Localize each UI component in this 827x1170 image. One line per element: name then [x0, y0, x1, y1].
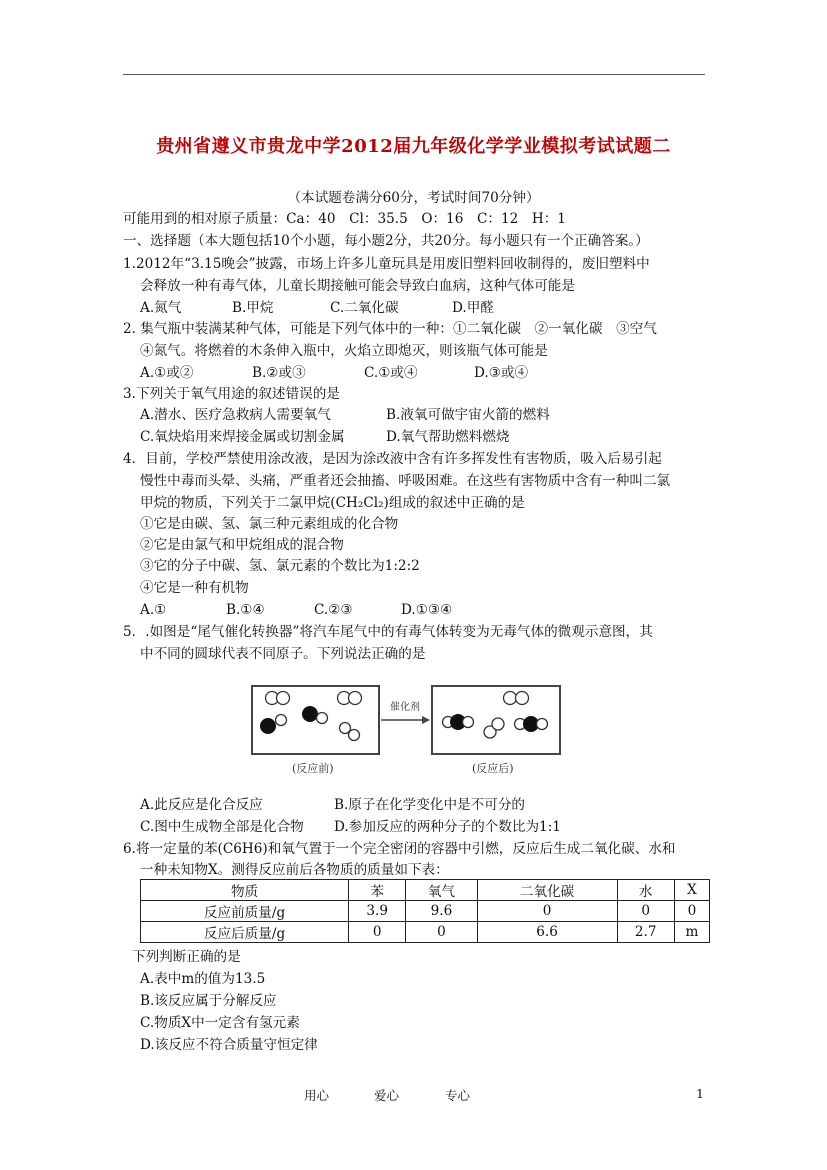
q6-option-b[interactable]: B.该反应属于分解反应: [140, 993, 277, 1009]
q6-option-a[interactable]: A.表中m的值为13.5: [140, 971, 266, 987]
table-cell: 0: [406, 922, 477, 943]
q4-item-2: ②它是由氯气和甲烷组成的混合物: [140, 537, 344, 553]
table-row: [141, 922, 710, 943]
footer-text-2: 爱心: [374, 1088, 400, 1103]
q1-option-b[interactable]: B.甲烷: [232, 300, 274, 316]
table-header-row: [141, 880, 710, 901]
q1-option-d[interactable]: D.甲醛: [452, 300, 494, 316]
q5-line2: 中不同的圆球代表不同原子。下列说法正确的是: [140, 646, 426, 662]
q3-line1: 3.下列关于氧气用途的叙述错误的是: [123, 386, 340, 402]
table-header-cell: X: [674, 880, 709, 901]
q1-option-a[interactable]: A.氮气: [140, 300, 182, 316]
page-number: 1: [696, 1086, 704, 1101]
table-cell: 3.9: [349, 901, 406, 922]
q5-line1: 5．.如图是“尾气催化转换器”将汽车尾气中的有毒气体转变为无毒气体的微观示意图，其: [123, 624, 653, 640]
q4-option-b[interactable]: B.①④: [226, 602, 265, 618]
after-label: (反应后): [472, 762, 514, 775]
arrow-head-icon: [422, 716, 430, 724]
atom: [349, 692, 362, 705]
atom: [302, 706, 318, 722]
table-header-cell: 二氧化碳: [477, 880, 617, 901]
q4-item-1: ①它是由碳、氢、氯三种元素组成的化合物: [140, 516, 399, 532]
atom: [349, 730, 360, 741]
q2-option-c[interactable]: C.①或④: [364, 365, 418, 381]
q6-line1: 6.将一定量的苯(C6H6)和氧气置于一个完全密闭的容器中引燃，反应后生成二氧化碳、水和: [123, 841, 676, 857]
q1-line2: 会释放一种有毒气体，儿童长期接触可能会导致白血病，这种气体可能是: [140, 278, 575, 294]
section-heading: 一、选择题（本大题包括10个小题，每小题2分，共20分。每小题只有一个正确答案。）: [123, 233, 649, 249]
table-cell: 反应后质量/g: [141, 922, 349, 943]
header-rule: [123, 74, 705, 75]
atom: [276, 715, 287, 726]
table-cell: 9.6: [406, 901, 477, 922]
q6-option-c[interactable]: C.物质X中一定含有氢元素: [140, 1015, 300, 1031]
q6-judge: 下列判断正确的是: [132, 949, 241, 965]
q3-option-c[interactable]: C.氧炔焰用来焊接金属或切割金属: [140, 429, 345, 445]
q2-option-d[interactable]: D.③或④: [474, 365, 529, 381]
q1-line1: 1.2012年“3.15晚会”披露，市场上许多儿童玩具是用废旧塑料回收制得的，废旧塑料中: [123, 256, 650, 272]
table-cell: 6.6: [477, 922, 617, 943]
table-cell: 0: [349, 922, 406, 943]
q5-option-d[interactable]: D.参加反应的两种分子的个数比为1:1: [334, 819, 561, 835]
q2-option-a[interactable]: A.①或②: [140, 365, 194, 381]
q4-option-c[interactable]: C.②③: [314, 602, 353, 618]
page-title: 贵州省遵义市贵龙中学2012届九年级化学学业模拟考试试题二: [156, 136, 671, 157]
atom: [504, 692, 517, 705]
before-label: (反应前): [292, 762, 334, 775]
atom: [537, 719, 548, 730]
q4-line1: 4．目前，学校严禁使用涂改液，是因为涂改液中含有许多挥发性有害物质，吸入后易引起: [123, 451, 662, 467]
q4-line3: 甲烷的物质，下列关于二氯甲烷(CH₂Cl₂)组成的叙述中正确的是: [140, 495, 525, 511]
table-header-cell: 苯: [349, 880, 406, 901]
q6-line2: 一种未知物X。测得反应前后各物质的质量如下表：: [140, 862, 449, 878]
table-row: [141, 901, 710, 922]
atom: [317, 713, 328, 724]
table-header-cell: 水: [617, 880, 674, 901]
table-cell: 2.7: [617, 922, 674, 943]
q5-option-b[interactable]: B.原子在化学变化中是不可分的: [334, 797, 526, 813]
reaction-diagram-svg: [250, 684, 568, 776]
q4-option-a[interactable]: A.①: [140, 602, 167, 618]
q3-option-d[interactable]: D.氧气帮助燃料燃烧: [386, 429, 510, 445]
table-cell: 0: [617, 901, 674, 922]
table-cell: 0: [674, 901, 709, 922]
q3-option-a[interactable]: A.潜水、医疗急救病人需要氧气: [140, 407, 331, 423]
q2-line1: 2. 集气瓶中装满某种气体，可能是下列气体中的一种：①二氧化碳 ②一氧化碳 ③空气: [123, 321, 657, 337]
table-cell: m: [674, 922, 709, 943]
q3-option-b[interactable]: B.液氧可做宇宙火箭的燃料: [386, 407, 550, 423]
q4-item-4: ④它是一种有机物: [140, 580, 249, 596]
footer-text-3: 专心: [445, 1088, 471, 1103]
q1-option-c[interactable]: C.二氧化碳: [330, 300, 399, 316]
atom: [260, 718, 276, 734]
q5-option-a[interactable]: A.此反应是化合反应: [140, 797, 263, 813]
table-cell: 反应前质量/g: [141, 901, 349, 922]
atom: [516, 692, 529, 705]
footer-text-1: 用心: [304, 1088, 330, 1103]
reaction-diagram: [250, 684, 568, 776]
q2-option-b[interactable]: B.②或③: [252, 365, 306, 381]
atom: [463, 717, 474, 728]
atom: [492, 718, 504, 730]
atom: [277, 692, 290, 705]
q2-line2: ④氮气。将燃着的木条伸入瓶中，火焰立即熄灭，则该瓶气体可能是: [140, 343, 548, 359]
atomic-mass-line: 可能用到的相对原子质量：Ca：40 Cl：35.5 O：16 C：12 H：1: [123, 211, 566, 227]
mass-table: [140, 879, 710, 943]
q6-option-d[interactable]: D.该反应不符合质量守恒定律: [140, 1037, 318, 1053]
q4-item-3: ③它的分子中碳、氢、氯元素的个数比为1:2:2: [140, 558, 420, 574]
catalyst-label: 催化剂: [390, 702, 420, 713]
table-cell: 0: [477, 901, 617, 922]
q4-option-d[interactable]: D.①③④: [401, 602, 453, 618]
exam-note: （本试题卷满分60分，考试时间70分钟）: [287, 190, 540, 206]
q4-line2: 慢性中毒而头晕、头痛，严重者还会抽搐、呼吸困难。在这些有害物质中含有一种叫二氯: [140, 473, 671, 489]
table-header-cell: 物质: [141, 880, 349, 901]
table-header-cell: 氧气: [406, 880, 477, 901]
q5-option-c[interactable]: C.图中生成物全部是化合物: [140, 819, 304, 835]
